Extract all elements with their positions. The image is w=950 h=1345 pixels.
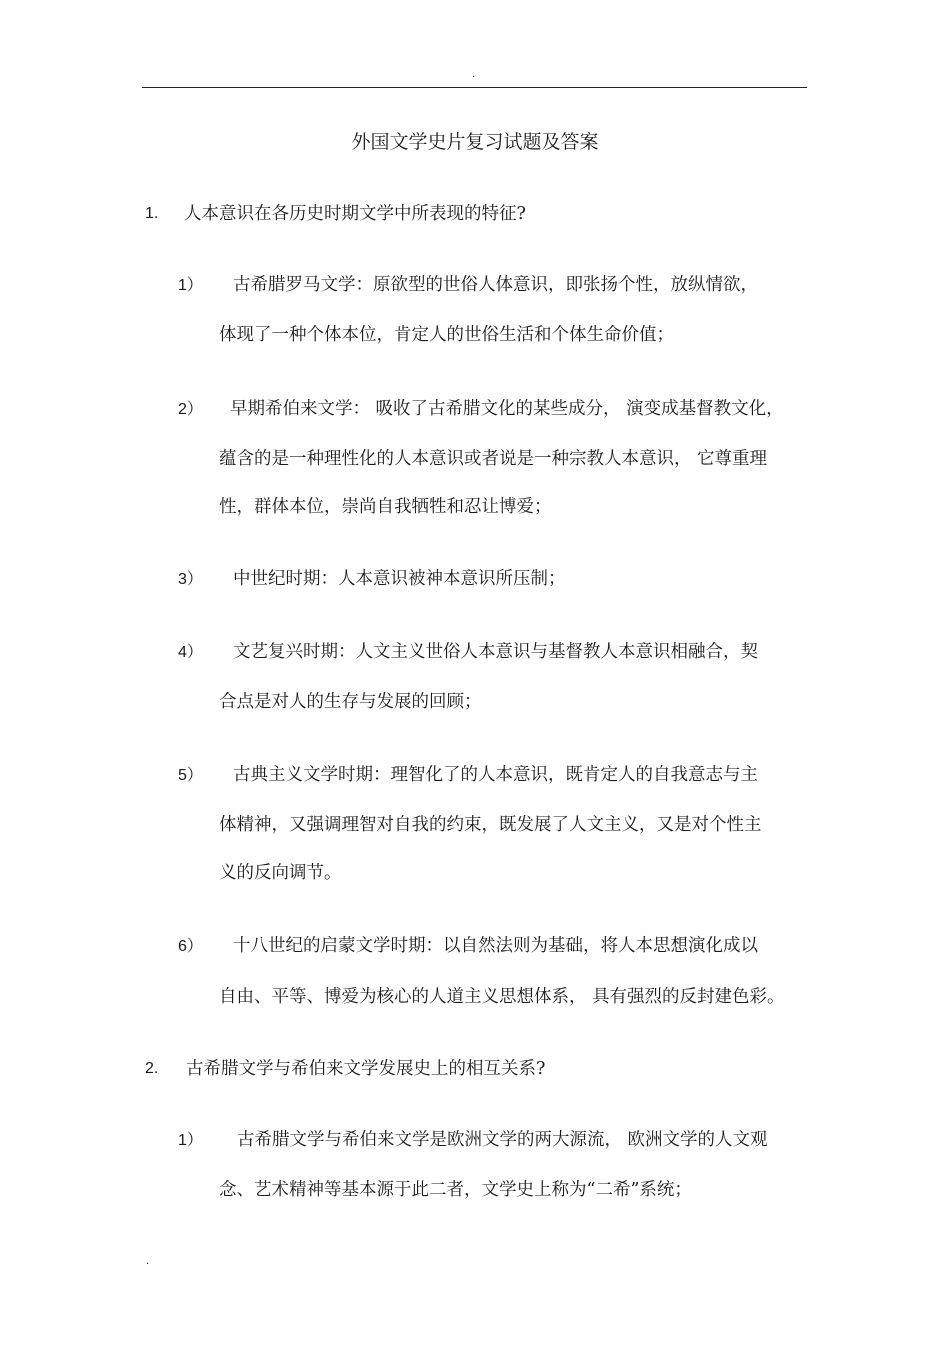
item-number: 4） bbox=[178, 644, 203, 661]
header-dot: . bbox=[472, 69, 476, 80]
item-line: 体现了一种个体本位，肯定人的世俗生活和个体生命价值； bbox=[219, 325, 674, 345]
item-line: 十八世纪的启蒙文学时期：以自然法则为基础，将人本思想演化成以 bbox=[233, 936, 758, 956]
item-number: 1） bbox=[178, 277, 203, 294]
item-line: 体精神，又强调理智对自我的约束，既发展了人文主义，又是对个性主 bbox=[219, 815, 762, 835]
question-number: 2. bbox=[145, 1060, 159, 1077]
item-line: 性，群体本位，崇尚自我牺牲和忍让博爱； bbox=[219, 497, 552, 517]
page-title: 外国文学史片复习试题及答案 bbox=[351, 131, 599, 153]
item-line: 古希腊文学与希伯来文学是欧洲文学的两大源流， 欧洲文学的人文观 bbox=[237, 1130, 768, 1150]
item-number: 1） bbox=[178, 1132, 203, 1149]
question-number: 1. bbox=[145, 205, 159, 222]
question-text: 人本意识在各历史时期文学中所表现的特征? bbox=[184, 204, 526, 224]
item-number: 2） bbox=[178, 401, 203, 418]
item-number: 6） bbox=[178, 938, 203, 955]
item-line: 自由、平等、博爱为核心的人道主义思想体系， 具有强烈的反封建色彩。 bbox=[219, 987, 785, 1007]
item-line: 蕴含的是一种理性化的人本意识或者说是一种宗教人本意识， 它尊重理 bbox=[219, 449, 768, 469]
footer-dot: . bbox=[146, 1256, 150, 1267]
item-line: 早期希伯来文学： 吸收了古希腊文化的某些成分， 演变成基督教文化， bbox=[230, 399, 784, 419]
item-line: 念、艺术精神等基本源于此二者，文学史上称为“二希”系统； bbox=[219, 1180, 692, 1200]
item-line: 文艺复兴时期：人文主义世俗人本意识与基督教人本意识相融合，契 bbox=[233, 642, 758, 662]
item-line: 古典主义文学时期：理智化了的人本意识，既肯定人的自我意志与主 bbox=[233, 765, 758, 785]
header-rule bbox=[142, 87, 807, 88]
item-number: 3） bbox=[178, 571, 203, 588]
item-line: 古希腊罗马文学：原欲型的世俗人体意识，即张扬个性，放纵情欲， bbox=[233, 275, 758, 295]
item-line: 中世纪时期：人本意识被神本意识所压制； bbox=[233, 569, 566, 589]
item-line: 义的反向调节。 bbox=[219, 863, 342, 883]
item-number: 5） bbox=[178, 767, 203, 784]
item-line: 合点是对人的生存与发展的回顾； bbox=[219, 692, 482, 712]
question-text: 古希腊文学与希伯来文学发展史上的相互关系? bbox=[186, 1059, 546, 1079]
